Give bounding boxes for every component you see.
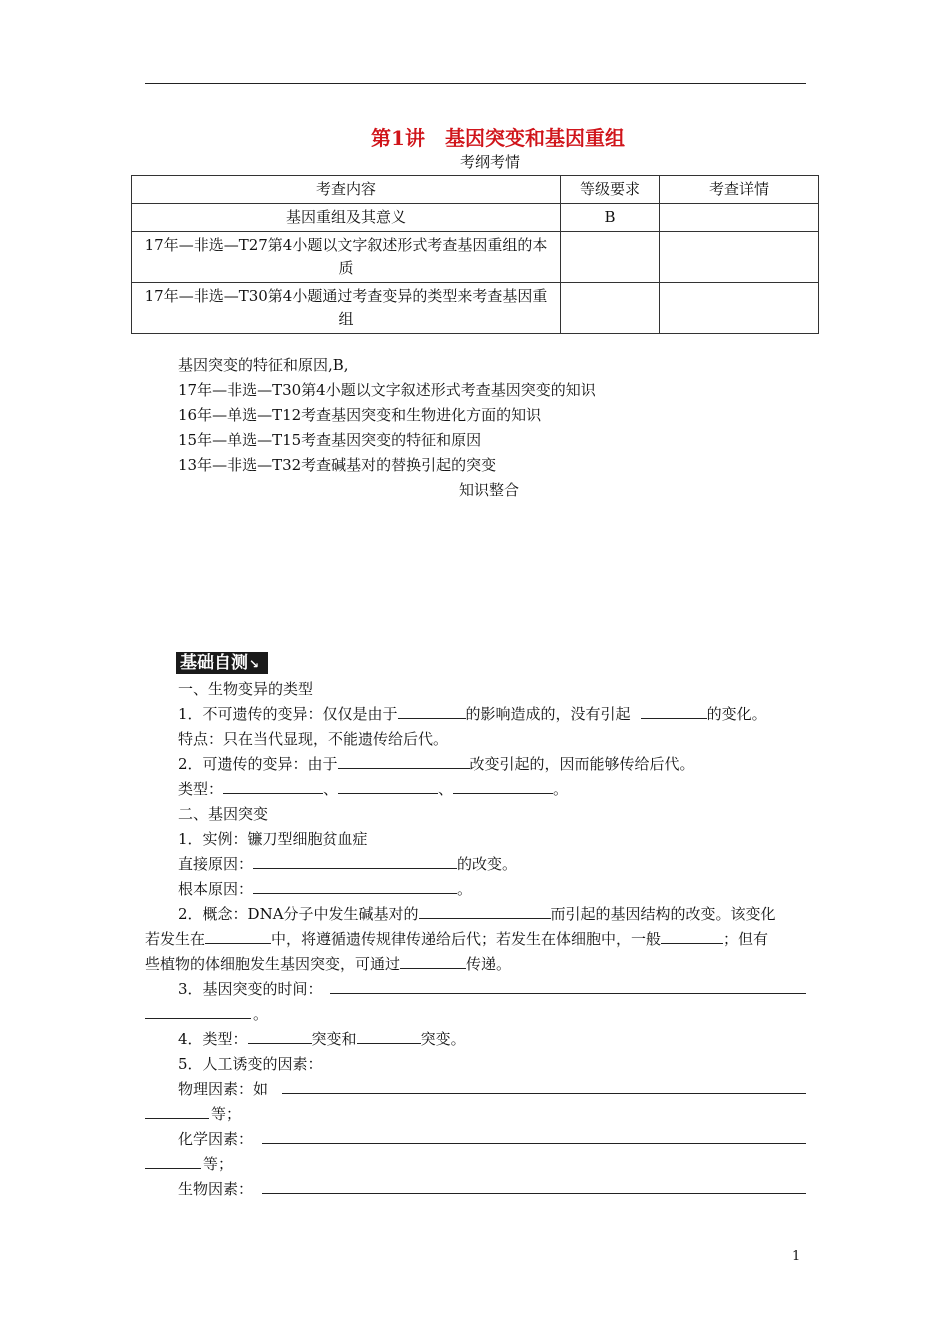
q1-text: 1．不可遗传的变异：仅仅是由于 [178, 705, 398, 723]
table-header: 考查详情 [660, 176, 819, 204]
answer-blank[interactable] [253, 879, 457, 894]
s1-root [178, 879, 472, 899]
answer-line[interactable] [262, 1193, 806, 1194]
s4-text: 突变。 [420, 1030, 466, 1048]
section-heading: 二、基因突变 [178, 805, 269, 823]
physical-end: 等； [211, 1105, 242, 1123]
answer-blank[interactable] [205, 929, 271, 944]
answer-blank[interactable] [223, 779, 323, 794]
direct-end: 的改变。 [457, 855, 518, 873]
answer-blank[interactable] [338, 754, 470, 769]
table-header: 考查内容 [132, 176, 561, 204]
header-rule [145, 83, 806, 84]
question-2 [178, 754, 695, 774]
answer-blank[interactable] [453, 779, 553, 794]
page-number: 1 [792, 1249, 801, 1264]
s3-end: 。 [253, 1005, 269, 1023]
s2-line1 [178, 904, 776, 924]
answer-blank[interactable] [398, 704, 466, 719]
biological-label: 生物因素： [178, 1180, 254, 1198]
answer-blank[interactable] [248, 1029, 312, 1044]
table-cell: B [561, 204, 660, 232]
page-title: 第1讲 基因突变和基因重组 [371, 126, 625, 150]
badge-label: 基础自测 [180, 653, 248, 673]
table-row [132, 283, 819, 334]
exam-table [131, 175, 819, 334]
q1-text: 的变化。 [706, 705, 767, 723]
answer-blank[interactable] [338, 779, 438, 794]
s4-line [178, 1029, 466, 1049]
s1-direct [178, 854, 517, 874]
table-cell [660, 283, 819, 334]
s3-line: 3．基因突变的时间： [178, 980, 323, 998]
answer-line[interactable] [282, 1093, 806, 1094]
types-label: 类型： [178, 780, 224, 798]
answer-line[interactable] [145, 1018, 251, 1019]
section-subtitle: 考纲考情 [459, 153, 520, 171]
table-cell [660, 232, 819, 283]
answer-line[interactable] [262, 1143, 806, 1144]
knowledge-heading: 知识整合 [459, 481, 520, 499]
table-row [132, 232, 819, 283]
root-end: 。 [457, 880, 473, 898]
physical-label: 物理因素：如 [178, 1080, 269, 1098]
section-heading: 一、生物变异的类型 [178, 680, 314, 698]
answer-blank[interactable] [400, 954, 466, 969]
q1-note: 特点：只在当代显现，不能遗传给后代。 [178, 730, 449, 748]
question-1 [178, 704, 767, 724]
table-header-row [132, 176, 819, 204]
q2-text: 2．可遗传的变异：由于 [178, 755, 338, 773]
exam-line: 16年—单选—T12考查基因突变和生物进化方面的知识 [178, 406, 542, 424]
answer-line[interactable] [145, 1118, 209, 1119]
table-cell: 17年—非选—T27第4小题以文字叙述形式考查基因重组的本质 [132, 232, 561, 283]
s2-text: 2．概念：DNA分子中发生碱基对的 [178, 905, 419, 923]
arrow-icon: ↘ [249, 657, 260, 671]
s2-text: 些植物的体细胞发生基因突变，可通过 [145, 955, 401, 973]
table-cell: 17年—非选—T30第4小题通过考查变异的类型来考查基因重组 [132, 283, 561, 334]
exam-line: 13年—非选—T32考查碱基对的替换引起的突变 [178, 456, 497, 474]
end-mark: 。 [553, 780, 569, 798]
s4-text: 4．类型： [178, 1030, 248, 1048]
s2-line2 [145, 929, 768, 949]
s4-text: 突变和 [311, 1030, 357, 1048]
table-cell: 基因重组及其意义 [132, 204, 561, 232]
exam-line: 基因突变的特征和原因,B, [178, 356, 349, 374]
q1-text: 的影响造成的，没有引起 [465, 705, 631, 723]
answer-line[interactable] [330, 993, 806, 994]
table-cell [561, 283, 660, 334]
self-test-badge [176, 652, 268, 674]
answer-blank[interactable] [253, 854, 457, 869]
s2-text: 而引起的基因结构的改变。该变化 [550, 905, 776, 923]
separator: 、 [438, 780, 454, 798]
table-header: 等级要求 [561, 176, 660, 204]
chemical-label: 化学因素： [178, 1130, 254, 1148]
q2-text: 改变引起的，因而能够传给后代。 [469, 755, 695, 773]
s2-text: 中，将遵循遗传规律传递给后代；若发生在体细胞中，一般 [271, 930, 662, 948]
exam-line: 17年—非选—T30第4小题以文字叙述形式考查基因突变的知识 [178, 381, 596, 399]
root-label: 根本原因： [178, 880, 254, 898]
s5-line: 5．人工诱变的因素： [178, 1055, 323, 1073]
q2-types [178, 779, 568, 799]
table-cell [561, 232, 660, 283]
separator: 、 [323, 780, 339, 798]
answer-blank[interactable] [661, 929, 723, 944]
s2-text: 传递。 [466, 955, 512, 973]
s2-text: ；但有 [723, 930, 769, 948]
s2-line3 [145, 954, 511, 974]
table-cell [660, 204, 819, 232]
chemical-end: 等； [203, 1155, 234, 1173]
answer-blank[interactable] [357, 1029, 421, 1044]
answer-blank[interactable] [641, 704, 707, 719]
exam-line: 15年—单选—T15考查基因突变的特征和原因 [178, 431, 482, 449]
s1-title: 1．实例：镰刀型细胞贫血症 [178, 830, 368, 848]
table-row [132, 204, 819, 232]
direct-label: 直接原因： [178, 855, 254, 873]
answer-line[interactable] [145, 1168, 201, 1169]
answer-blank[interactable] [419, 904, 551, 919]
s2-text: 若发生在 [145, 930, 206, 948]
